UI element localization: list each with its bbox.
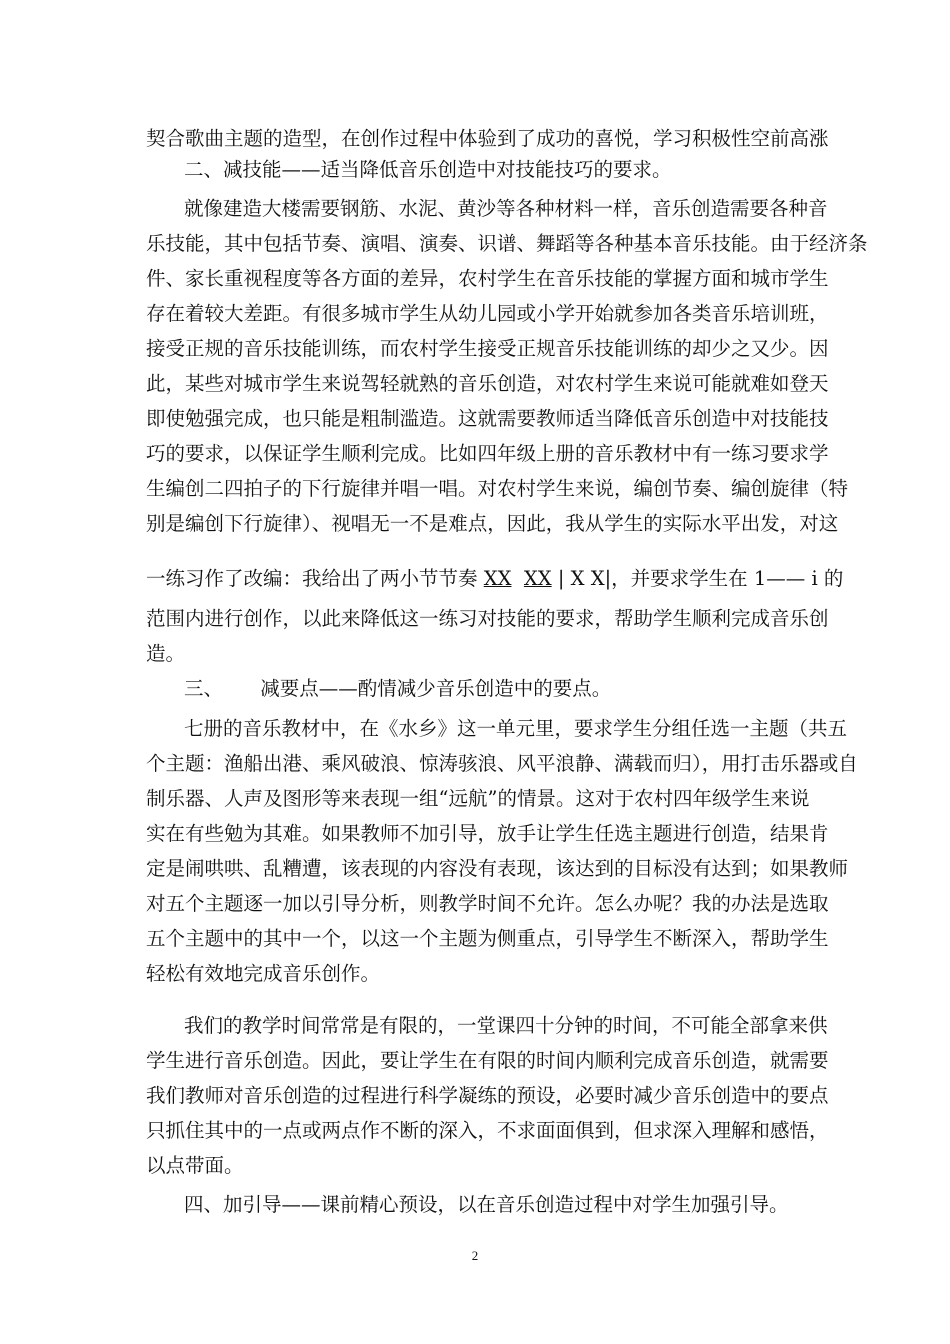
section-heading: 二、减技能——适当降低音乐创造中对技能技巧的要求。	[184, 158, 672, 181]
paragraph-line: 我们的教学时间常常是有限的，一堂课四十分钟的时间，不可能全部拿来供	[184, 1014, 828, 1037]
rhythm-notation-2: XX	[523, 567, 552, 590]
paragraph-line: 学生进行音乐创造。因此，要让学生在有限的时间内顺利完成音乐创造，就需要	[146, 1049, 829, 1072]
paragraph-line: 即使勉强完成，也只能是粗制滥造。这就需要教师适当降低音乐创造中对技能技	[146, 407, 829, 430]
paragraph-line: 接受正规的音乐技能训练，而农村学生接受正规音乐技能训练的却少之又少。因	[146, 337, 829, 360]
rhythm-line-after: | X X|，并要求学生在 1—— i 的	[551, 567, 844, 590]
paragraph-line: 巧的要求，以保证学生顺利完成。比如四年级上册的音乐教材中有一练习要求学	[146, 442, 829, 465]
section-heading: 四、加引导——课前精心预设，以在音乐创造过程中对学生加强引导。	[184, 1193, 789, 1216]
paragraph-line: 五个主题中的其中一个，以这一个主题为侧重点，引导学生不断深入，帮助学生	[146, 927, 829, 950]
page-number: 2	[471, 1248, 479, 1263]
paragraph-line: 制乐器、人声及图形等来表现一组“远航”的情景。这对于农村四年级学生来说	[146, 787, 810, 810]
paragraph-line: 此，某些对城市学生来说驾轻就熟的音乐创造，对农村学生来说可能就难如登天	[146, 372, 829, 395]
paragraph-line: 就像建造大楼需要钢筋、水泥、黄沙等各种材料一样，音乐创造需要各种音	[184, 197, 828, 220]
paragraph-line: 我们教师对音乐创造的过程进行科学凝练的预设，必要时减少音乐创造中的要点	[146, 1084, 829, 1107]
paragraph-line: 轻松有效地完成音乐创作。	[146, 962, 381, 985]
paragraph-line: 定是闹哄哄、乱糟遭，该表现的内容没有表现，该达到的目标没有达到；如果教师	[146, 857, 849, 880]
section-heading: 三、 减要点——酌情减少音乐创造中的要点。	[184, 677, 612, 700]
paragraph-line: 件、家长重视程度等各方面的差异，农村学生在音乐技能的掌握方面和城市学生	[146, 267, 829, 290]
paragraph-line: 实在有些勉为其难。如果教师不加引导，放手让学生任选主题进行创造，结果肯	[146, 822, 829, 845]
paragraph-line: 个主题：渔船出港、乘风破浪、惊涛骇浪、风平浪静、满载而归），用打击乐器或自	[146, 752, 858, 775]
paragraph-line: 只抓住其中的一点或两点作不断的深入，不求面面俱到，但求深入理解和感悟，	[146, 1119, 829, 1142]
paragraph-line: 范围内进行创作，以此来降低这一练习对技能的要求，帮助学生顺利完成音乐创	[146, 607, 829, 630]
paragraph-line: 以点带面。	[146, 1154, 244, 1177]
rhythm-line-before: 一练习作了改编：我给出了两小节节奏	[146, 567, 484, 590]
paragraph-line: 契合歌曲主题的造型，在创作过程中体验到了成功的喜悦，学习积极性空前高涨	[146, 127, 829, 150]
paragraph-line: 存在着较大差距。有很多城市学生从幼儿园或小学开始就参加各类音乐培训班，	[146, 302, 829, 325]
paragraph-line: 七册的音乐教材中，在《水乡》这一单元里，要求学生分组任选一主题（共五	[184, 717, 848, 740]
rhythm-space	[511, 567, 523, 590]
rhythm-line	[146, 567, 844, 591]
paragraph-line: 乐技能，其中包括节奏、演唱、演奏、识谱、舞蹈等各种基本音乐技能。由于经济条	[146, 232, 868, 255]
paragraph-line: 对五个主题逐一加以引导分析，则教学时间不允许。怎么办呢？我的办法是选取	[146, 892, 829, 915]
paragraph-line: 生编创二四拍子的下行旋律并唱一唱。对农村学生来说，编创节奏、编创旋律（特	[146, 477, 849, 500]
paragraph-line: 别是编创下行旋律）、视唱无一不是难点，因此，我从学生的实际水平出发，对这	[146, 512, 839, 535]
rhythm-notation-1: XX	[483, 567, 512, 590]
paragraph-line: 造。	[146, 642, 186, 665]
